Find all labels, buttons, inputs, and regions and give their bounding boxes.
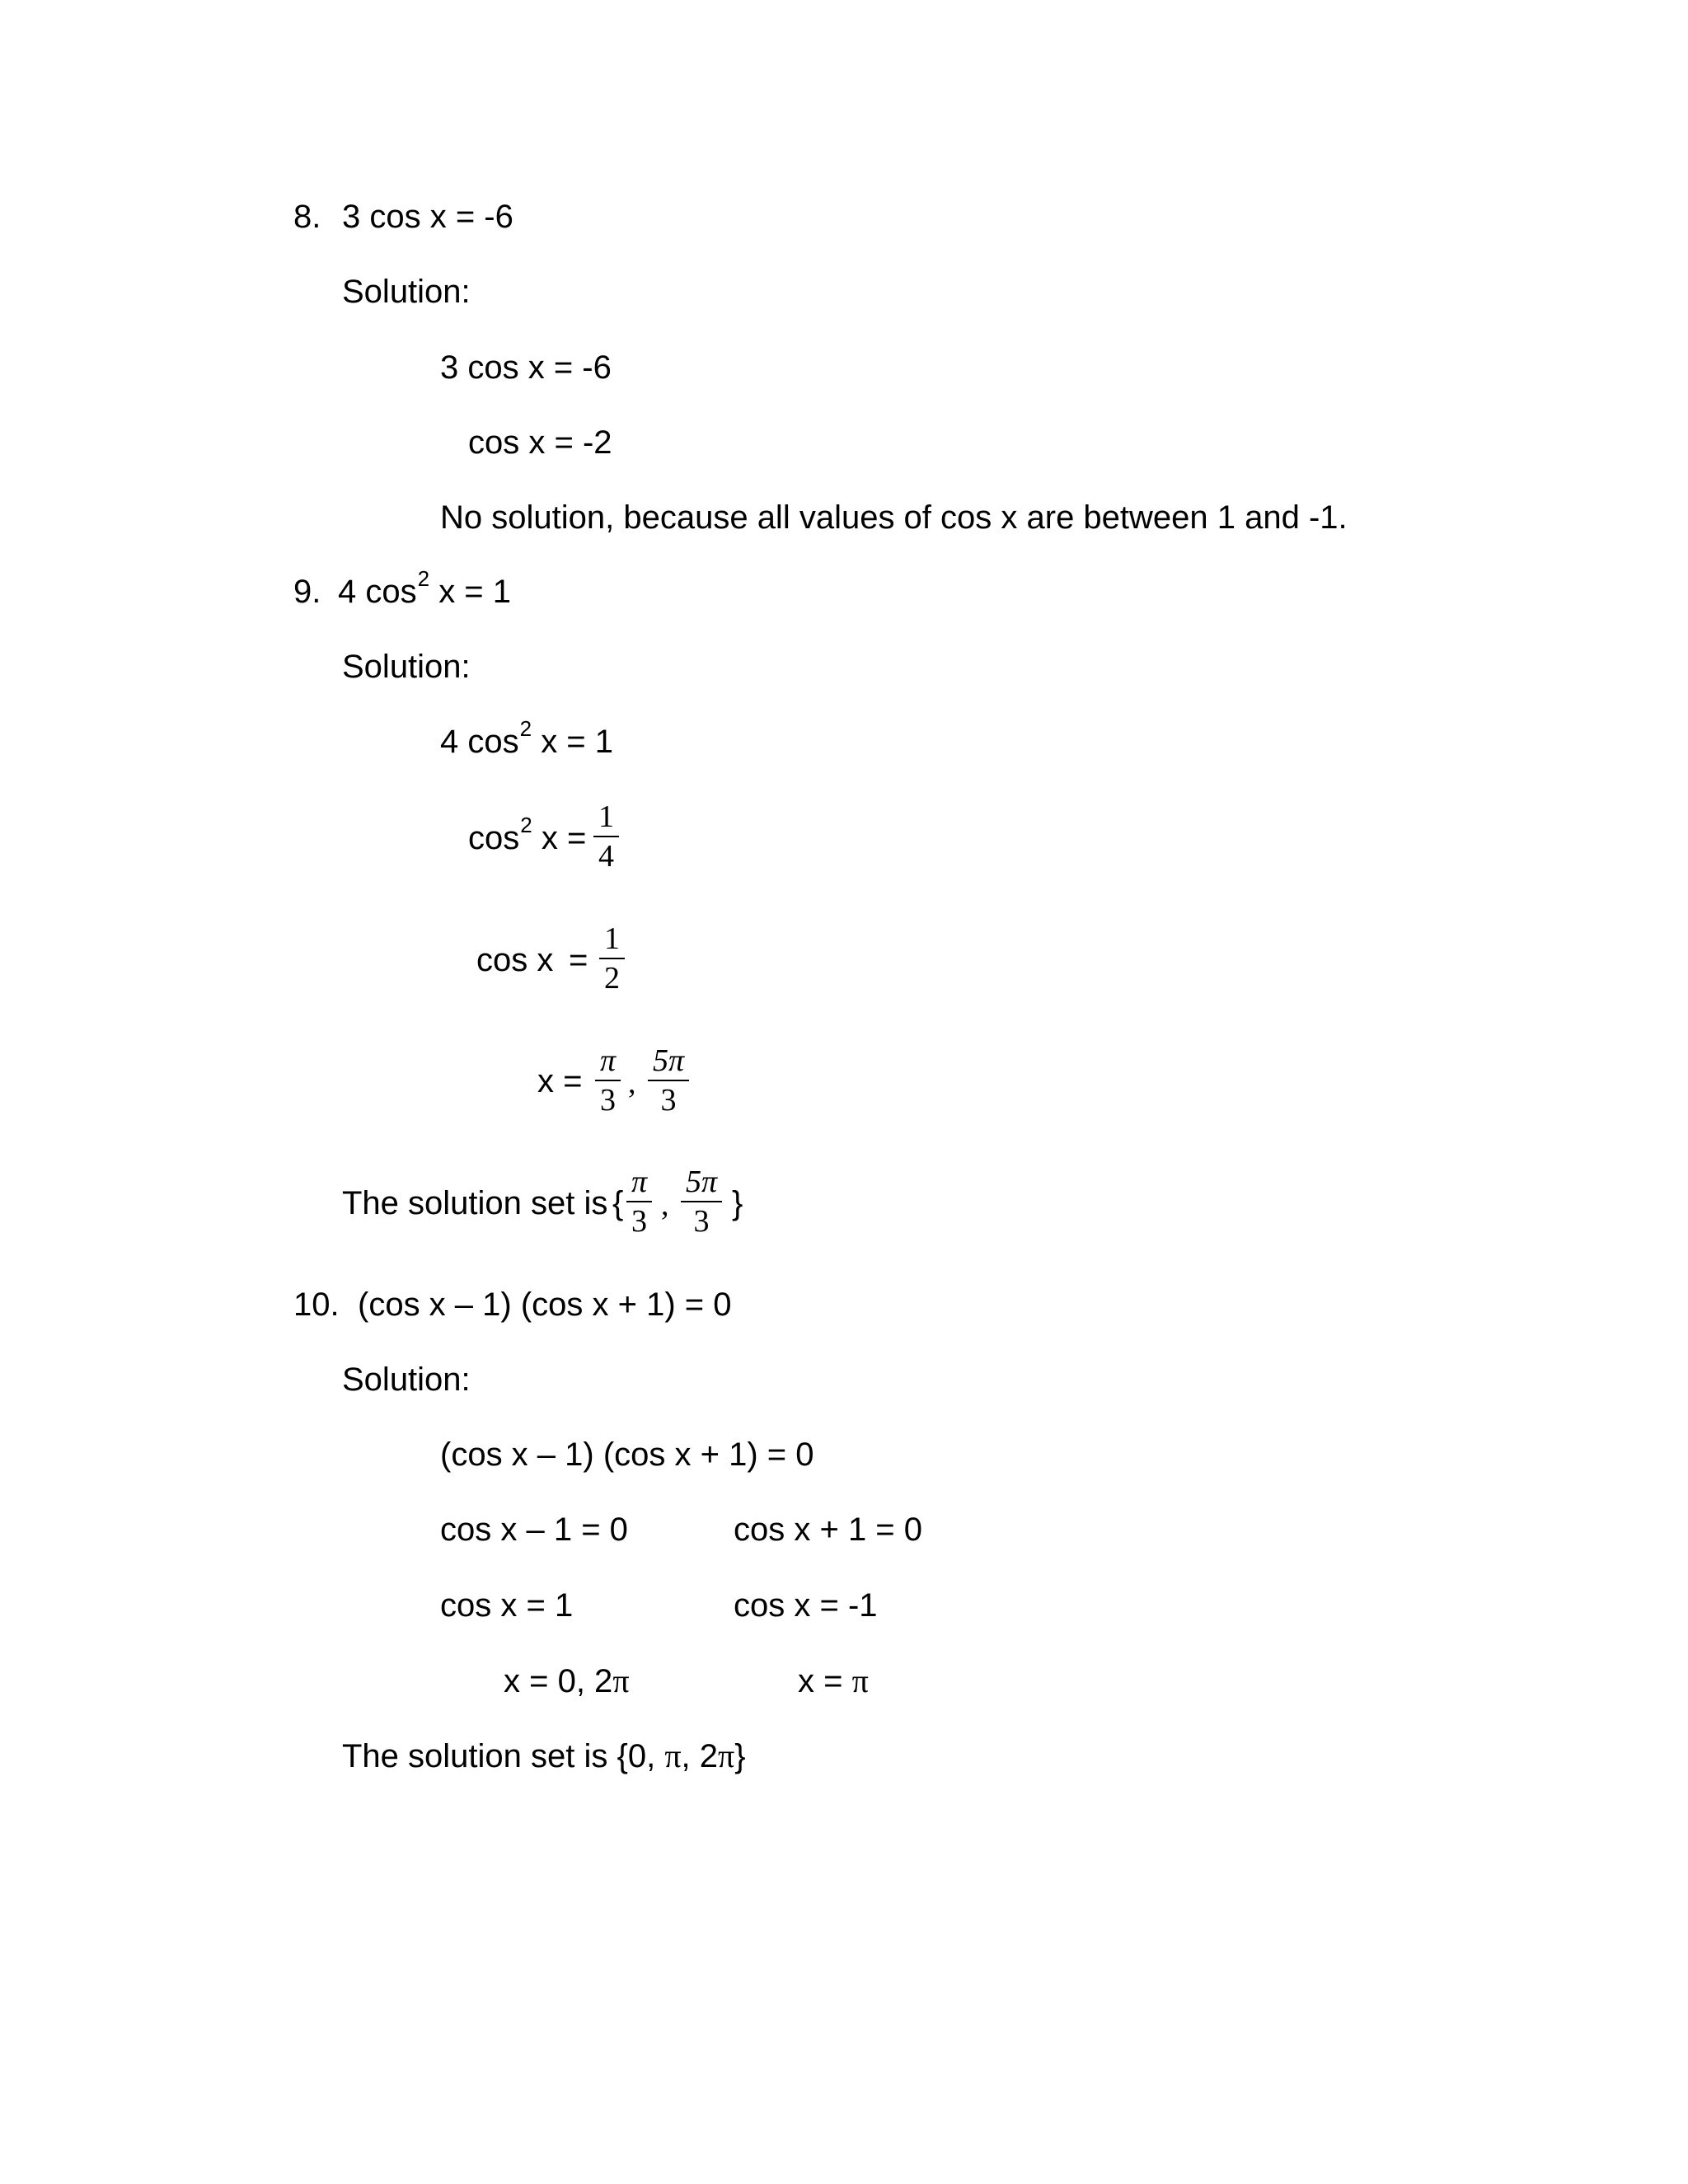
problem-9-step-2: $\cos^2 x$ = (468, 813, 587, 856)
problem-9-conclusion-close-brace: } (732, 1185, 743, 1221)
problem-8-number: 8. (293, 199, 321, 235)
problem-8-equation: 3 cos x = -6 (342, 199, 513, 235)
problem-10-left-result: x = 0, 2π (504, 1662, 630, 1699)
problem-9-step-3-equals: = (569, 942, 588, 978)
problem-9-step-4-comma: , (628, 1066, 636, 1100)
problem-9-step-4-fraction-1 (595, 1045, 621, 1116)
problem-9-step-4-fraction-2 (648, 1045, 689, 1116)
problem-9-conclusion-fraction-1 (626, 1166, 652, 1237)
fraction-denominator: 3 (660, 1083, 677, 1118)
fraction-numerator: 1 (599, 923, 625, 959)
problem-9-step-2-fraction (593, 801, 619, 872)
problem-10-right-result: x = π (798, 1662, 869, 1699)
problem-10-right-step-2: cos x = -1 (734, 1587, 878, 1624)
problem-10-conclusion: The solution set is {0, π, 2π} (342, 1737, 746, 1774)
fraction-denominator: 4 (598, 839, 614, 874)
problem-9-step-3-left: cos x (476, 942, 554, 978)
problem-10-left-step-1: cos x – 1 = 0 (440, 1511, 628, 1548)
fraction-numerator: π (631, 1165, 648, 1199)
problem-10-equation: (cos x – 1) (cos x + 1) = 0 (358, 1286, 732, 1323)
problem-9-conclusion-open-brace: { (612, 1185, 624, 1221)
fraction-denominator: 3 (693, 1204, 710, 1239)
fraction-numerator: 5π (653, 1043, 685, 1078)
problem-9-conclusion-comma: , (661, 1188, 669, 1222)
fraction-denominator: 2 (604, 961, 620, 996)
fraction-numerator: 1 (593, 801, 619, 837)
fraction-numerator: 5π (686, 1165, 718, 1199)
problem-10-left-step-2: cos x = 1 (440, 1587, 574, 1624)
problem-9-conclusion-fraction-2 (681, 1166, 722, 1237)
problem-9-equation: 4 $\cos^2 x = 1$ (338, 566, 512, 610)
problem-9-step-1: 4 $\cos^2 x = 1$ (440, 716, 614, 760)
problem-9-step-4-left: x = (537, 1063, 583, 1099)
problem-8-step-1: 3 cos x = -6 (440, 349, 612, 386)
fraction-denominator: 3 (600, 1083, 617, 1118)
fraction-numerator: π (600, 1043, 617, 1078)
problem-10-right-step-1: cos x + 1 = 0 (734, 1511, 923, 1548)
problem-9-conclusion-text: The solution set is (342, 1185, 608, 1221)
fraction-denominator: 3 (631, 1204, 648, 1239)
problem-10-number: 10. (293, 1286, 340, 1323)
problem-10-solution-label: Solution: (342, 1361, 471, 1398)
problem-8-step-2: cos x = -2 (468, 424, 612, 461)
problem-9-number: 9. (293, 574, 321, 610)
problem-9-solution-label: Solution: (342, 649, 471, 685)
problem-10-step-1: (cos x – 1) (cos x + 1) = 0 (440, 1436, 814, 1473)
problem-8-conclusion: No solution, because all values of cos x are between 1 and -1. (440, 499, 1348, 536)
problem-8-solution-label: Solution: (342, 274, 471, 310)
problem-9-step-3-fraction (599, 923, 625, 994)
